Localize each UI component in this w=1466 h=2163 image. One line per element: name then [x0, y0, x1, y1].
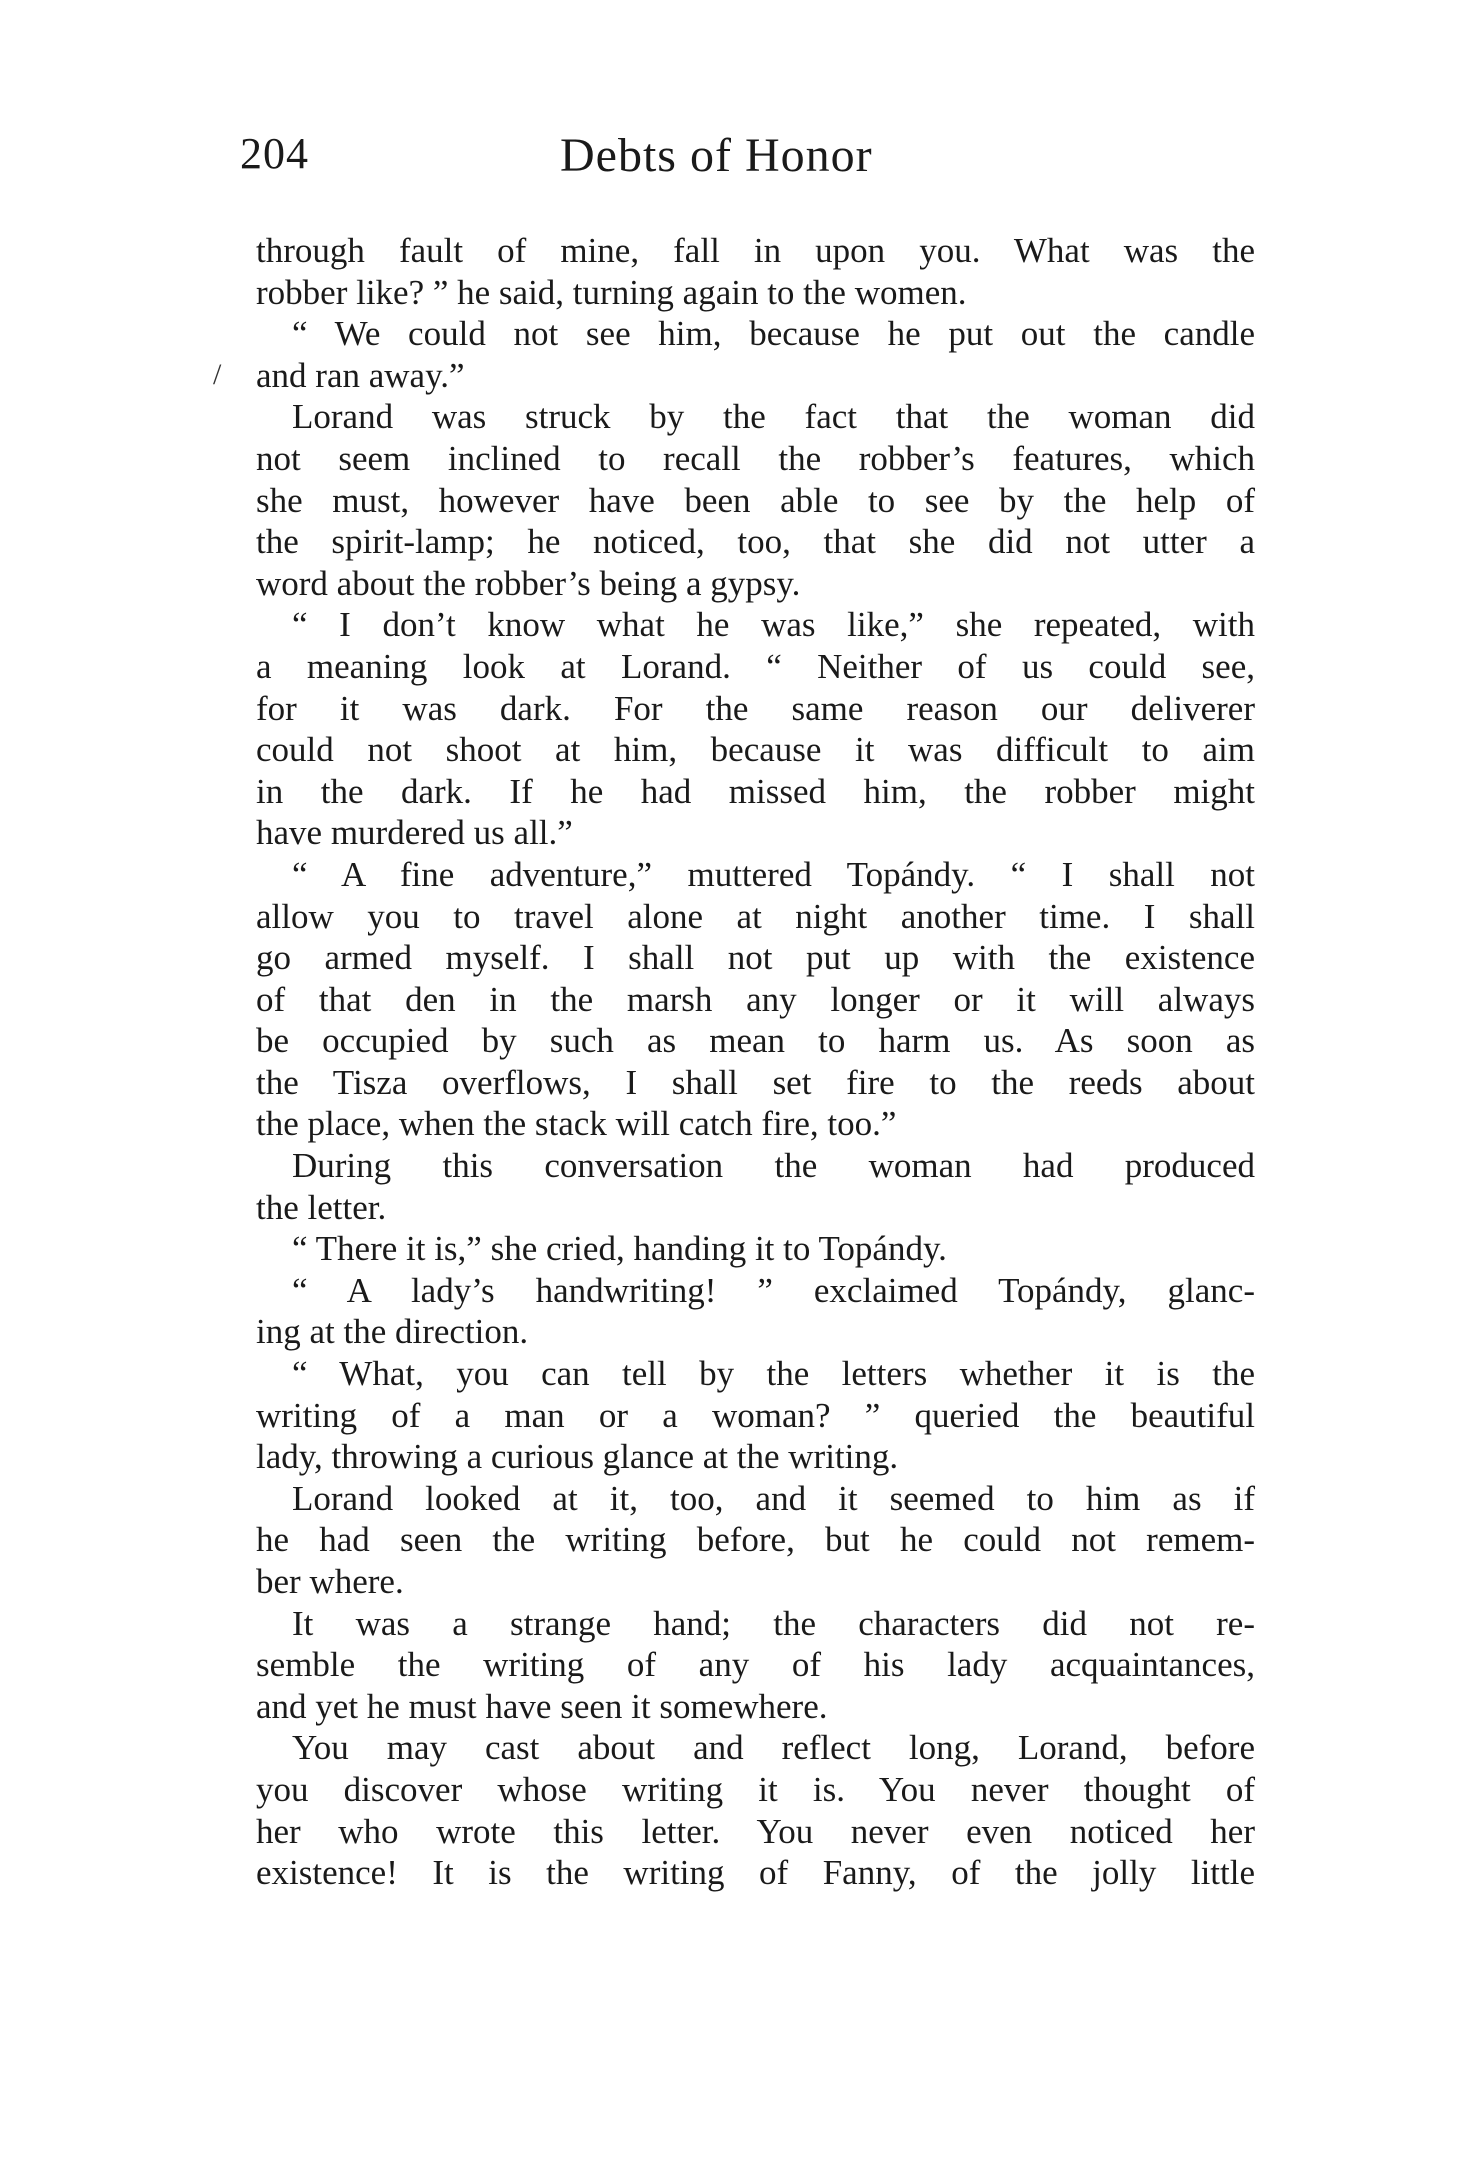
margin-tick-mark: / [213, 358, 222, 391]
text-line: ber where. [256, 1562, 404, 1601]
text-line: and ran away.” [256, 355, 465, 395]
text-line: in the dark. If he had missed him, the robber might [256, 771, 1255, 811]
text-line: have murdered us all.” [256, 813, 573, 853]
text-line: “ A fine adventure,” muttered Topándy. “ I shall not [292, 854, 1255, 894]
text-line: not seem inclined to recall the robber’s features, which [256, 438, 1255, 478]
text-line: the place, when the stack will catch fire, too.” [256, 1104, 897, 1144]
text-line: Lorand looked at it, too, and it seemed to him as if [292, 1478, 1255, 1518]
text-line: lady, throwing a curious glance at the writing. [256, 1437, 899, 1477]
text-line: go armed myself. I shall not put up with the existence [256, 938, 1255, 978]
text-line: her who wrote this letter. You never even noticed her [256, 1811, 1255, 1851]
page-header [240, 128, 1280, 188]
text-line: allow you to travel alone at night another time. I shall [256, 896, 1255, 936]
text-line: “ We could not see him, because he put out the candle [292, 314, 1255, 354]
text-line: a meaning look at Lorand. “ Neither of us could see, [256, 646, 1255, 686]
text-line: the Tisza overflows, I shall set fire to the reeds about [256, 1062, 1255, 1102]
text-line: ing at the direction. [256, 1312, 529, 1352]
text-line: “ A lady’s handwriting! ” exclaimed Topándy, glanc- [292, 1270, 1255, 1310]
text-line: of that den in the marsh any longer or it will always [256, 979, 1255, 1019]
text-line: be occupied by such as mean to harm us. As soon as [256, 1021, 1255, 1061]
text-line: and yet he must have seen it somewhere. [256, 1686, 828, 1726]
text-line: through fault of mine, fall in upon you. What was the [256, 231, 1255, 270]
text-line: he had seen the writing before, but he could not remem- [256, 1520, 1255, 1560]
text-line: “ What, you can tell by the letters whether it is the [292, 1354, 1255, 1394]
body-text [256, 230, 1255, 1894]
text-line: for it was dark. For the same reason our deliverer [256, 688, 1255, 728]
text-line: You may cast about and reflect long, Lorand, before [292, 1728, 1255, 1768]
page-number: 204 [240, 129, 309, 178]
text-line: the letter. [256, 1187, 387, 1227]
text-line: It was a strange hand; the characters did not re- [292, 1603, 1255, 1643]
text-line: “ There it is,” she cried, handing it to Topándy. [292, 1229, 947, 1269]
text-line: could not shoot at him, because it was difficult to aim [256, 730, 1255, 770]
running-head: Debts of Honor [560, 129, 873, 182]
text-line: the spirit-lamp; he noticed, too, that she did not utter a [256, 522, 1255, 562]
text-line: “ I don’t know what he was like,” she repeated, with [292, 605, 1255, 645]
text-line: semble the writing of any of his lady acquaintances, [256, 1645, 1255, 1685]
text-line: During this conversation the woman had produced [292, 1146, 1255, 1186]
text-line: you discover whose writing it is. You never thought of [256, 1769, 1255, 1809]
text-line: word about the robber’s being a gypsy. [256, 563, 801, 603]
text-line: Lorand was struck by the fact that the woman did [292, 397, 1255, 437]
text-line: robber like? ” he said, turning again to the women. [256, 272, 967, 312]
text-line: writing of a man or a woman? ” queried the beautiful [256, 1395, 1255, 1435]
text-line: she must, however have been able to see by the help of [256, 480, 1255, 520]
text-line: existence! It is the writing of Fanny, of the jolly little [256, 1853, 1255, 1893]
